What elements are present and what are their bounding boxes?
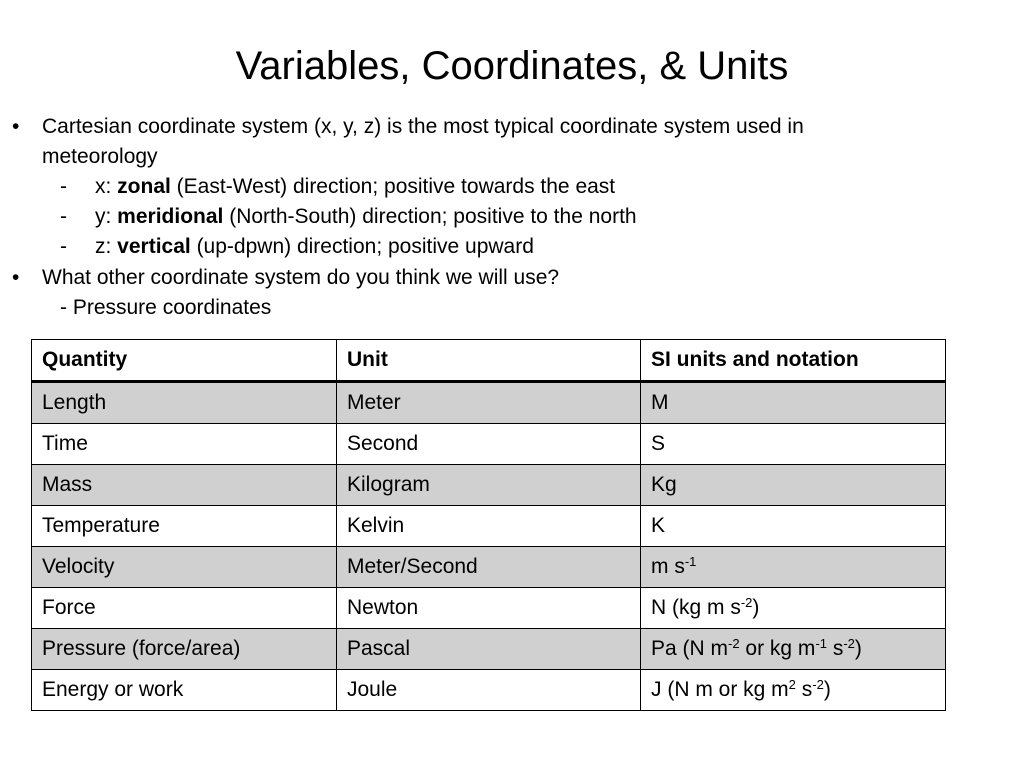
si-cell <box>641 424 946 465</box>
si-superscript: -2 <box>812 677 824 692</box>
bullet1-line1: Cartesian coordinate system (x, y, z) is the most typical coordinate system used in <box>42 115 804 138</box>
si-superscript: -2 <box>728 636 740 651</box>
si-text: N (kg m s <box>651 596 741 619</box>
sub-rest: (North-South) direction; positive to the north <box>223 205 637 228</box>
sub-rest: (East-West) direction; positive towards the east <box>170 175 616 198</box>
table-row <box>32 629 946 670</box>
table-row <box>32 670 946 711</box>
si-text: K <box>651 514 666 537</box>
si-superscript: -2 <box>740 595 753 610</box>
slide-title: Variables, Coordinates, & Units <box>235 44 789 88</box>
unit-cell: Newton <box>337 588 641 629</box>
header-si: SI units and notation <box>641 340 946 382</box>
si-text: s <box>795 678 813 701</box>
si-text: M <box>651 391 669 414</box>
quantity-cell: Energy or work <box>32 670 337 711</box>
table-row <box>32 382 946 424</box>
header-quantity: Quantity <box>32 340 337 382</box>
si-superscript: -1 <box>684 554 697 569</box>
unit-cell: Meter <box>337 382 641 424</box>
dash-marker: - <box>60 175 67 198</box>
si-text: ) <box>854 637 862 660</box>
table-row <box>32 588 946 629</box>
sub-term: zonal <box>117 175 171 198</box>
si-cell <box>641 547 946 588</box>
sub-item-z <box>95 232 534 262</box>
table-header-row <box>32 340 946 382</box>
sub-rest: (up-dpwn) direction; positive upward <box>190 235 534 258</box>
si-cell <box>641 506 946 547</box>
sub-item-x <box>95 172 615 202</box>
si-text: ) <box>752 596 760 619</box>
sub-term: meridional <box>117 205 224 228</box>
quantity-cell: Pressure (force/area) <box>32 629 337 670</box>
quantity-cell: Force <box>32 588 337 629</box>
table-row <box>32 506 946 547</box>
bullet2-sub: - Pressure coordinates <box>60 296 272 319</box>
si-cell <box>641 629 946 670</box>
si-text: J (N m or kg m <box>651 678 789 701</box>
quantity-cell: Temperature <box>32 506 337 547</box>
si-superscript: 2 <box>788 677 796 692</box>
unit-cell: Kelvin <box>337 506 641 547</box>
unit-cell: Pascal <box>337 629 641 670</box>
si-superscript: -1 <box>815 636 827 651</box>
units-table <box>31 339 946 711</box>
quantity-cell: Velocity <box>32 547 337 588</box>
sub-term: vertical <box>117 235 191 258</box>
si-cell <box>641 588 946 629</box>
bullet-marker: • <box>12 266 20 289</box>
header-unit: Unit <box>337 340 641 382</box>
si-text: Pa (N m <box>651 637 729 660</box>
si-superscript: -2 <box>843 636 855 651</box>
si-text: m s <box>651 555 685 578</box>
bullet1-line2: meteorology <box>42 145 158 168</box>
si-text: ) <box>823 678 831 701</box>
bullet-marker: • <box>12 115 20 138</box>
quantity-cell: Length <box>32 382 337 424</box>
si-text: S <box>651 432 666 455</box>
sub-prefix: z: <box>95 235 118 258</box>
quantity-cell: Time <box>32 424 337 465</box>
si-text: or kg m <box>739 637 816 660</box>
quantity-cell: Mass <box>32 465 337 506</box>
si-cell <box>641 465 946 506</box>
unit-cell: Second <box>337 424 641 465</box>
si-cell <box>641 382 946 424</box>
unit-cell: Joule <box>337 670 641 711</box>
table-row <box>32 465 946 506</box>
table-row <box>32 547 946 588</box>
dash-marker: - <box>60 235 67 258</box>
unit-cell: Kilogram <box>337 465 641 506</box>
sub-item-y <box>95 202 637 232</box>
unit-cell: Meter/Second <box>337 547 641 588</box>
si-cell <box>641 670 946 711</box>
si-text: s <box>827 637 844 660</box>
bullet2-text: What other coordinate system do you think we will use? <box>42 266 560 289</box>
sub-prefix: y: <box>95 205 118 228</box>
si-text: Kg <box>651 473 677 496</box>
table-row <box>32 424 946 465</box>
sub-prefix: x: <box>95 175 118 198</box>
dash-marker: - <box>60 205 67 228</box>
